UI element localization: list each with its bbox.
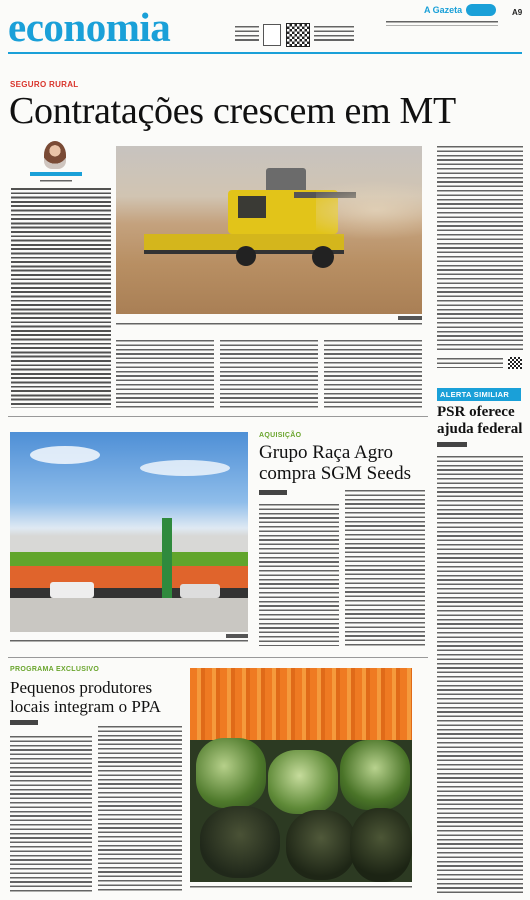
acquisition-column-1	[259, 504, 339, 646]
body-column-3	[220, 340, 318, 408]
harvester-photo-credit	[398, 316, 422, 320]
header-rule	[8, 52, 522, 54]
headline-main: Contratações crescem em MT	[9, 90, 456, 132]
store-photo	[10, 432, 248, 632]
sidebar-byline	[437, 442, 467, 447]
page-number: A9	[512, 8, 523, 17]
vegetables-photo	[190, 668, 412, 882]
section-title: economia	[8, 4, 171, 50]
ppa-byline	[10, 720, 38, 725]
body-column-2	[116, 340, 214, 408]
headline-acquisition: Grupo Raça Agro compra SGM Seeds	[259, 442, 411, 484]
acquisition-column-2	[345, 490, 425, 646]
store-photo-credit	[226, 634, 248, 638]
section-divider-2	[8, 657, 428, 658]
harvester-photo	[116, 146, 422, 314]
header-date-text	[235, 26, 259, 42]
footnote-qr-icon	[508, 357, 522, 369]
vegetables-caption	[190, 886, 412, 890]
kicker-seguro-rural: SEGURO RURAL	[10, 80, 79, 89]
right-column-text	[437, 146, 523, 352]
brand-logo: A Gazeta	[424, 5, 463, 15]
store-caption	[10, 640, 248, 644]
sidebar-headline: PSR oferece ajuda federal	[437, 404, 523, 437]
body-column-4	[324, 340, 422, 408]
edition-date-text	[386, 21, 498, 26]
author-photo	[44, 141, 66, 169]
section-divider-1	[8, 416, 428, 417]
headline-ppa: Pequenos produtores locais integram o PPA	[10, 678, 161, 716]
qr-code-icon	[286, 23, 310, 47]
author-name-bar	[30, 172, 82, 176]
author-role-text	[40, 180, 72, 184]
sidebar-body-text	[437, 456, 523, 896]
right-column-footnote	[437, 358, 503, 368]
sidebar-kicker: ALERTA SIMILIAR	[440, 390, 510, 399]
kicker-programa: PROGRAMA EXCLUSIVO	[10, 666, 100, 673]
calendar-icon	[263, 24, 281, 46]
header-info-text	[314, 26, 354, 42]
acquisition-byline	[259, 490, 287, 495]
kicker-aquisicao: AQUISIÇÃO	[259, 432, 302, 439]
ppa-column-2	[98, 726, 182, 892]
ppa-column-1	[10, 736, 92, 892]
brand-badge-icon	[466, 4, 496, 16]
lead-column-text	[11, 188, 111, 408]
harvester-caption	[116, 323, 422, 327]
